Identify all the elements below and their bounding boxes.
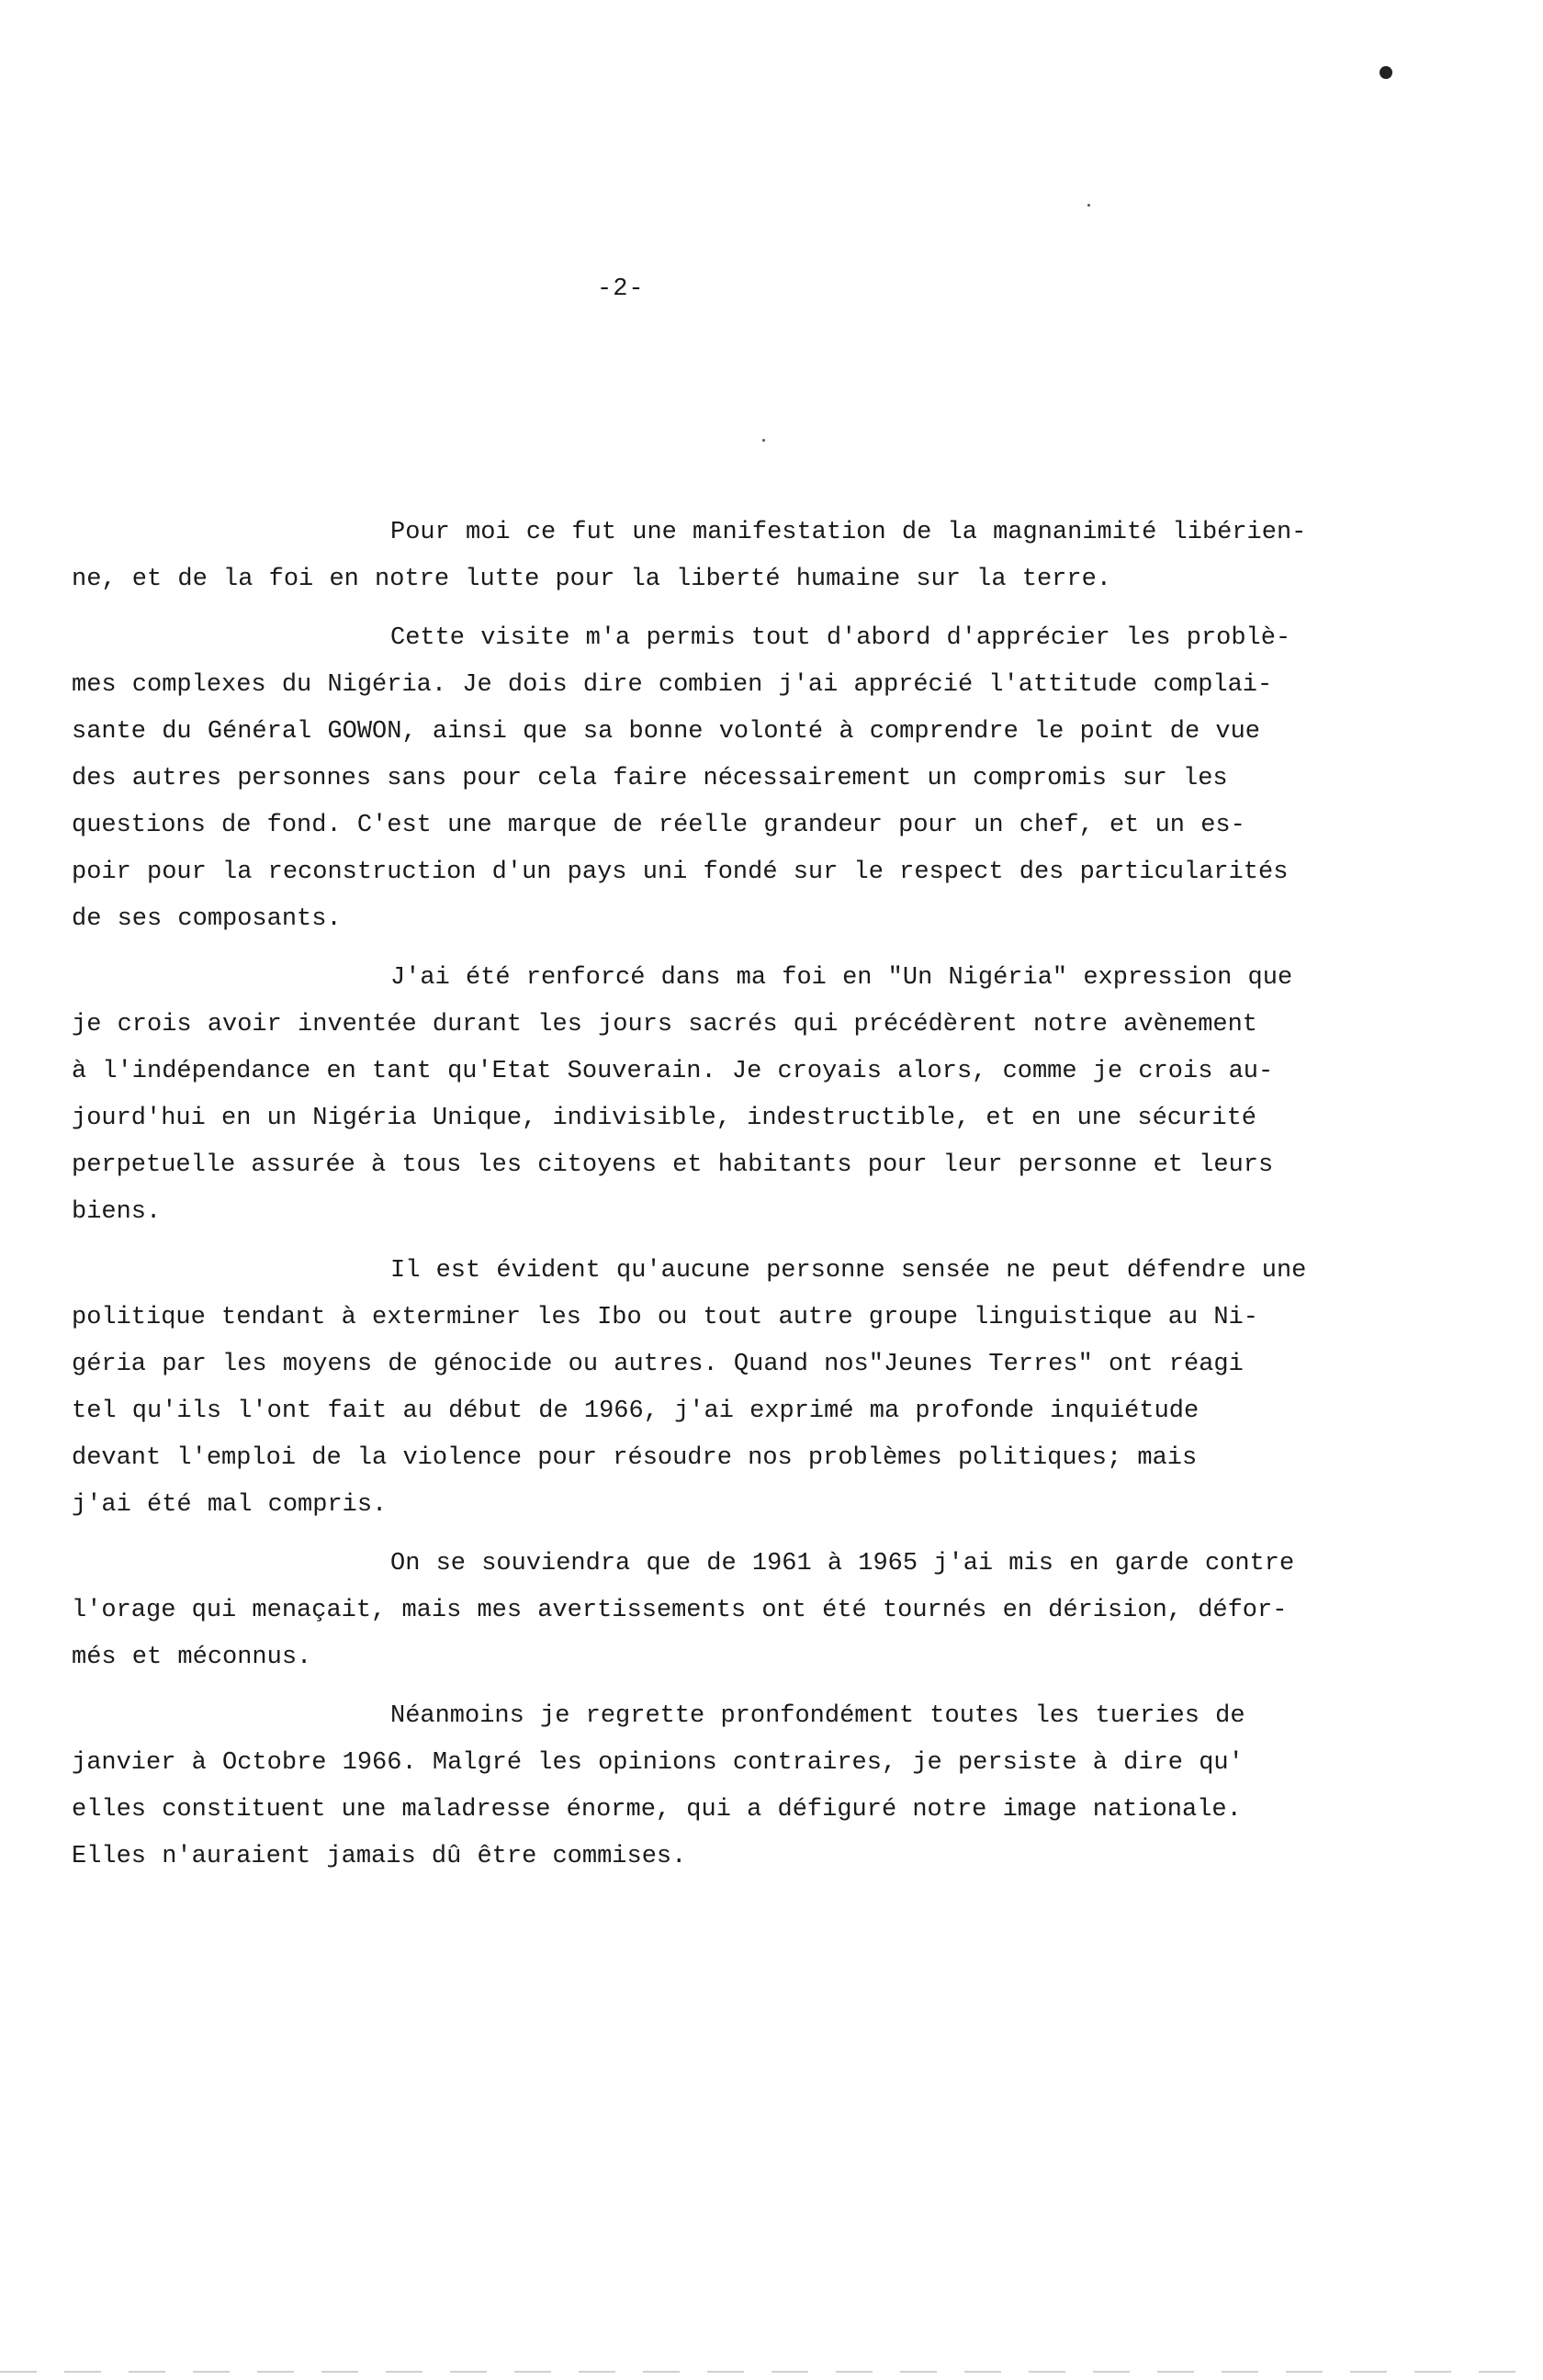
text-line: poir pour la reconstruction d'un pays uni fondé sur le respect des particularités	[72, 859, 1289, 886]
text-line: Elles n'auraient jamais dû être commises.	[72, 1843, 687, 1870]
paragraph	[72, 1541, 1357, 1681]
ink-dot	[1380, 66, 1392, 79]
body-text	[72, 510, 1357, 1892]
paragraph	[72, 955, 1357, 1236]
bottom-edge-rule	[0, 2371, 1543, 2373]
text-line: questions de fond. C'est une marque de réelle grandeur pour un chef, et un es-	[72, 812, 1245, 839]
text-line: biens.	[72, 1198, 162, 1226]
ink-speck	[762, 439, 765, 442]
text-line: à l'indépendance en tant qu'Etat Souverain. Je croyais alors, comme je crois au-	[72, 1058, 1274, 1085]
text-line: je crois avoir inventée durant les jours sacrés qui précédèrent notre avènement	[72, 1011, 1258, 1038]
text-line: perpetuelle assurée à tous les citoyens et habitants pour leur personne et leurs	[72, 1151, 1274, 1179]
text-line: Cette visite m'a permis tout d'abord d'apprécier les problè-	[390, 624, 1291, 652]
text-line: jourd'hui en un Nigéria Unique, indivisible, indestructible, et en une sécurité	[72, 1105, 1257, 1132]
text-line: janvier à Octobre 1966. Malgré les opinions contraires, je persiste à dire qu'	[72, 1749, 1244, 1777]
paragraph	[72, 510, 1357, 603]
text-line: l'orage qui menaçait, mais mes avertissements ont été tournés en dérision, défor-	[72, 1597, 1288, 1624]
text-line: sante du Général GOWON, ainsi que sa bonne volonté à comprendre le point de vue	[72, 718, 1261, 746]
page-number: -2-	[597, 275, 645, 303]
text-line: Néanmoins je regrette pronfondément toutes les tueries de	[390, 1702, 1245, 1730]
paragraph	[72, 1693, 1357, 1880]
text-line: j'ai été mal compris.	[72, 1491, 388, 1519]
text-line: devant l'emploi de la violence pour résoudre nos problèmes politiques; mais	[72, 1444, 1198, 1472]
text-line: des autres personnes sans pour cela faire nécessairement un compromis sur les	[72, 765, 1228, 792]
text-line: politique tendant à exterminer les Ibo ou tout autre groupe linguistique au Ni-	[72, 1304, 1259, 1331]
text-line: ne, et de la foi en notre lutte pour la liberté humaine sur la terre.	[72, 566, 1111, 593]
text-line: més et méconnus.	[72, 1644, 312, 1671]
text-line: elles constituent une maladresse énorme, qui a défiguré notre image nationale.	[72, 1796, 1242, 1824]
paragraph	[72, 615, 1357, 943]
paragraph	[72, 1248, 1357, 1529]
text-line: J'ai été renforcé dans ma foi en "Un Nigéria" expression que	[390, 964, 1293, 992]
ink-speck	[1087, 204, 1090, 207]
text-line: géria par les moyens de génocide ou autres. Quand nos"Jeunes Terres" ont réagi	[72, 1351, 1244, 1378]
text-line: Il est évident qu'aucune personne sensée ne peut défendre une	[390, 1257, 1307, 1285]
text-line: mes complexes du Nigéria. Je dois dire combien j'ai apprécié l'attitude complai-	[72, 671, 1273, 699]
text-line: de ses composants.	[72, 905, 342, 933]
text-line: Pour moi ce fut une manifestation de la magnanimité libérien-	[390, 519, 1307, 546]
text-line: On se souviendra que de 1961 à 1965 j'ai mis en garde contre	[390, 1550, 1295, 1577]
text-line: tel qu'ils l'ont fait au début de 1966, j'ai exprimé ma profonde inquiétude	[72, 1398, 1199, 1425]
